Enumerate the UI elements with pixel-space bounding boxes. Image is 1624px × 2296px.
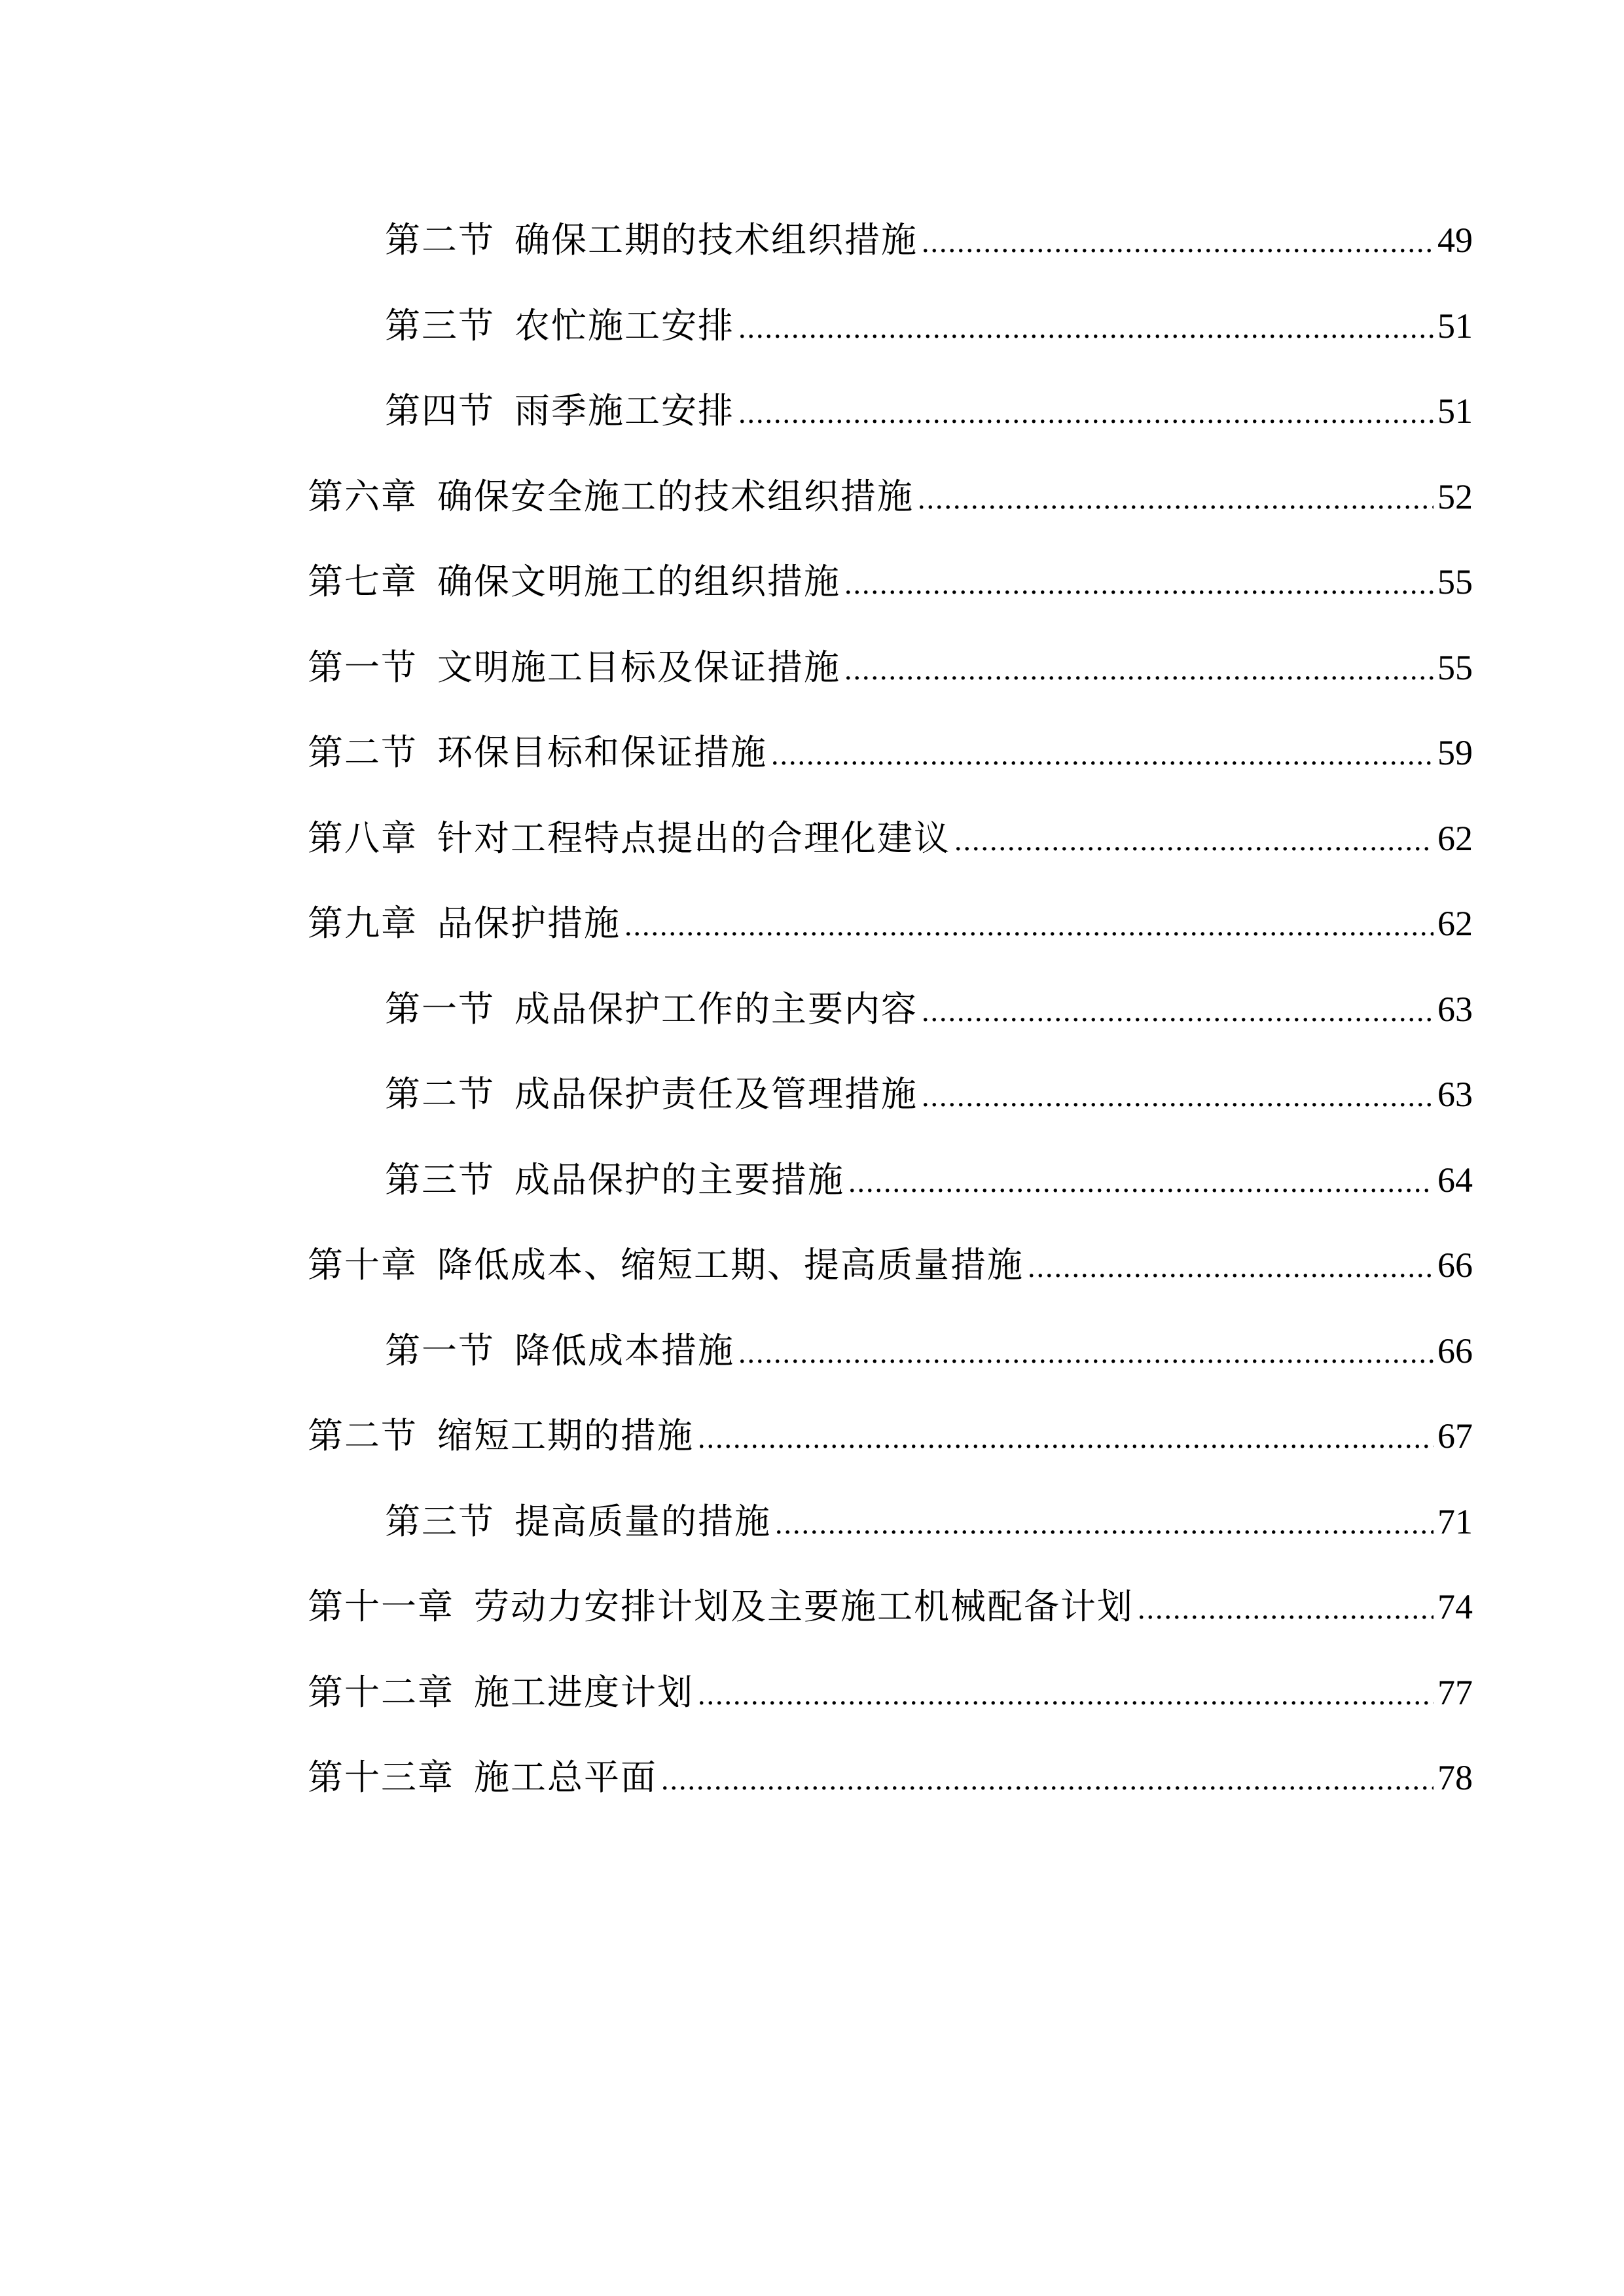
toc-entry-title: 成品保护的主要措施 <box>514 1158 844 1200</box>
toc-dot-leader <box>738 313 1434 343</box>
toc-entry-title: 确保安全施工的技术组织措施 <box>437 475 914 517</box>
toc-entry[interactable] <box>308 1329 1473 1419</box>
toc-entry-number: 第九章 <box>308 903 418 944</box>
toc-entry-page: 74 <box>1437 1587 1473 1626</box>
toc-entry-page: 78 <box>1437 1758 1473 1797</box>
toc-dot-leader <box>624 910 1434 941</box>
toc-entry-title: 确保工期的技术组织措施 <box>514 219 918 260</box>
toc-dot-leader <box>698 1679 1434 1710</box>
toc-entry[interactable] <box>308 817 1473 906</box>
toc-dot-leader <box>738 1338 1434 1368</box>
toc-entry-number: 第二节 <box>385 1073 495 1115</box>
toc-entry-title: 环保目标和保证措施 <box>437 732 767 773</box>
toc-entry-page: 52 <box>1437 476 1473 516</box>
toc-dot-leader <box>848 1167 1434 1197</box>
toc-dot-leader <box>1028 1252 1434 1282</box>
toc-entry-page: 63 <box>1437 1075 1473 1114</box>
toc-entry-number: 第二节 <box>308 732 418 773</box>
toc-entry[interactable] <box>308 304 1473 394</box>
toc-dot-leader <box>661 1765 1434 1795</box>
toc-entry-page: 71 <box>1437 1501 1473 1541</box>
toc-entry-number: 第十章 <box>308 1244 418 1285</box>
toc-entry-page: 66 <box>1437 1331 1473 1371</box>
table-of-contents <box>308 219 1473 1846</box>
toc-entry-title: 劳动力安排计划及主要施工机械配备计划 <box>474 1586 1134 1627</box>
toc-entry[interactable] <box>308 219 1473 308</box>
toc-entry-page: 66 <box>1437 1246 1473 1285</box>
toc-entry-title: 文明施工目标及保证措施 <box>437 646 840 688</box>
toc-entry-title: 缩短工期的措施 <box>437 1415 694 1456</box>
toc-entry[interactable] <box>308 1671 1473 1761</box>
toc-entry-title: 品保护措施 <box>437 903 621 944</box>
toc-entry-page: 49 <box>1437 221 1473 260</box>
toc-entry-title: 施工进度计划 <box>474 1671 694 1713</box>
toc-entry-page: 51 <box>1437 306 1473 346</box>
toc-entry-number: 第一节 <box>385 988 495 1030</box>
toc-entry[interactable] <box>308 561 1473 650</box>
toc-dot-leader <box>738 398 1434 428</box>
toc-entry-page: 62 <box>1437 818 1473 858</box>
toc-entry[interactable] <box>308 903 1473 992</box>
toc-entry-page: 51 <box>1437 391 1473 431</box>
toc-entry-number: 第三节 <box>385 1500 495 1542</box>
toc-entry-number: 第七章 <box>308 561 418 602</box>
toc-entry[interactable] <box>308 1073 1473 1162</box>
toc-entry[interactable] <box>308 646 1473 736</box>
toc-dot-leader <box>954 825 1434 855</box>
toc-entry-page: 55 <box>1437 647 1473 687</box>
toc-entry-title: 成品保护工作的主要内容 <box>514 988 918 1030</box>
toc-dot-leader <box>922 996 1434 1026</box>
toc-entry-title: 针对工程特点提出的合理化建议 <box>437 817 950 859</box>
toc-entry-number: 第十一章 <box>308 1586 454 1627</box>
toc-entry[interactable] <box>308 1244 1473 1333</box>
toc-entry-number: 第一节 <box>385 1329 495 1371</box>
toc-entry[interactable] <box>308 1586 1473 1675</box>
toc-entry-title: 成品保护责任及管理措施 <box>514 1073 918 1115</box>
toc-dot-leader <box>844 655 1434 685</box>
toc-entry[interactable] <box>308 475 1473 565</box>
toc-entry[interactable] <box>308 1158 1473 1248</box>
toc-entry-page: 67 <box>1437 1416 1473 1456</box>
toc-entry-title: 雨季施工安排 <box>514 390 734 431</box>
toc-entry-page: 55 <box>1437 562 1473 601</box>
toc-entry-page: 64 <box>1437 1160 1473 1200</box>
toc-entry-page: 59 <box>1437 733 1473 772</box>
toc-entry-number: 第三节 <box>385 304 495 346</box>
toc-entry-number: 第二节 <box>385 219 495 260</box>
toc-entry-number: 第三节 <box>385 1158 495 1200</box>
toc-dot-leader <box>775 1509 1434 1539</box>
toc-dot-leader <box>922 227 1434 257</box>
toc-dot-leader <box>918 484 1434 514</box>
toc-entry-title: 确保文明施工的组织措施 <box>437 561 840 602</box>
toc-dot-leader <box>1138 1594 1434 1624</box>
toc-entry-title: 降低成本措施 <box>514 1329 734 1371</box>
toc-dot-leader <box>698 1423 1434 1453</box>
toc-entry-number: 第六章 <box>308 475 418 517</box>
toc-entry-title: 提高质量的措施 <box>514 1500 771 1542</box>
toc-entry-number: 第一节 <box>308 646 418 688</box>
toc-entry[interactable] <box>308 988 1473 1077</box>
toc-entry-number: 第八章 <box>308 817 418 859</box>
toc-entry[interactable] <box>308 732 1473 821</box>
toc-entry-title: 降低成本、缩短工期、提高质量措施 <box>437 1244 1024 1285</box>
toc-entry-page: 62 <box>1437 904 1473 943</box>
toc-entry-number: 第二节 <box>308 1415 418 1456</box>
toc-entry-number: 第十二章 <box>308 1671 454 1713</box>
toc-entry[interactable] <box>308 1415 1473 1504</box>
toc-entry-page: 63 <box>1437 989 1473 1029</box>
toc-dot-leader <box>771 740 1434 770</box>
toc-entry-number: 第十三章 <box>308 1757 454 1798</box>
toc-entry[interactable] <box>308 390 1473 479</box>
toc-entry-number: 第四节 <box>385 390 495 431</box>
toc-entry-title: 施工总平面 <box>474 1757 657 1798</box>
toc-entry[interactable] <box>308 1757 1473 1846</box>
toc-entry[interactable] <box>308 1500 1473 1590</box>
toc-entry-title: 农忙施工安排 <box>514 304 734 346</box>
toc-entry-page: 77 <box>1437 1672 1473 1712</box>
toc-dot-leader <box>922 1081 1434 1111</box>
toc-dot-leader <box>844 569 1434 599</box>
